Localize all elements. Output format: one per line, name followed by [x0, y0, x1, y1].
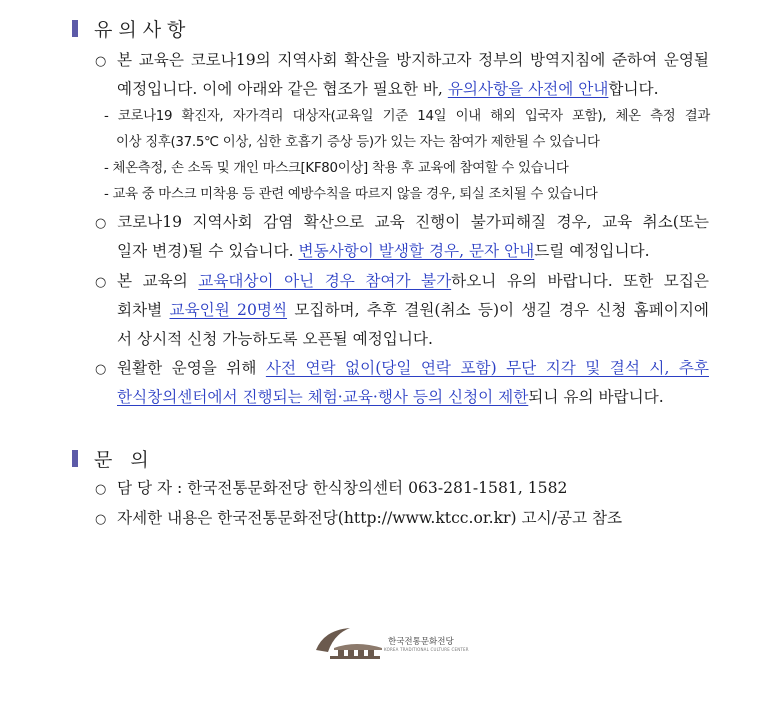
- notice-sub-2: - 체온측정, 손 소독 및 개인 마스크[KF80이상] 착용 후 교육에 참여할 수 있습니다: [104, 161, 569, 176]
- bullet-circle: ○: [95, 216, 107, 231]
- highlight-text: 변동사항이 발생할 경우, 문자 안내: [298, 242, 535, 260]
- highlight-text: 교육대상이 아닌 경우 참여가 불가: [198, 272, 452, 290]
- contact-section-title: 문 의: [94, 449, 155, 471]
- highlight-text: 한식창의센터에서 진행되는 체험·교육·행사 등의 신청이 제한: [117, 388, 529, 406]
- notice-sub-3: - 교육 중 마스크 미착용 등 관련 예방수칙을 따르지 않을 경우, 퇴실 조치될 수 있습니다: [104, 187, 598, 202]
- bullet-circle: ○: [95, 512, 107, 527]
- contact-section-header: [72, 445, 155, 472]
- notice-item-4-line-2: 한식창의센터에서 진행되는 체험·교육·행사 등의 신청이 제한되니 유의 바랍니다.: [117, 388, 664, 406]
- notice-item-3-line-3: 서 상시적 신청 가능하도록 오픈될 예정입니다.: [117, 330, 433, 348]
- highlight-text: 유의사항을 사전에 안내: [447, 80, 609, 98]
- bullet-circle: ○: [95, 362, 107, 377]
- bullet-circle: ○: [95, 54, 107, 69]
- contact-item-2: [95, 504, 709, 533]
- notice-item-2-line-1: 코로나19 지역사회 감염 확산으로 교육 진행이 불가피해질 경우, 교육 취소(또는: [117, 213, 709, 231]
- notice-item-4: [95, 354, 709, 412]
- notice-item-3: [95, 267, 709, 354]
- notice-item-1-line-1: 본 교육은 코로나19의 지역사회 확산을 방지하고자 정부의 방역지침에 준하여 운영될: [117, 51, 709, 69]
- ktcc-logo-mark-icon: [314, 626, 384, 662]
- logo-subtitle: KOREA TRADITIONAL CULTURE CENTER: [384, 646, 469, 652]
- highlight-text: 교육인원 20명씩: [169, 301, 288, 319]
- bullet-circle: ○: [95, 482, 107, 497]
- highlight-text: 사전 연락 없이(당일 연락 포함) 무단 지각 및 결석 시, 추후: [265, 359, 709, 377]
- notice-sub-1-line-2: 이상 징후(37.5℃ 이상, 심한 호흡기 증상 등)가 있는 자는 참여가 제한될 수 있습니다: [116, 135, 600, 150]
- bullet-circle: ○: [95, 275, 107, 290]
- logo-name: 한국전통문화전당: [388, 636, 454, 647]
- section-marker: [72, 20, 78, 37]
- contact-person: 담 당 자 : 한국전통문화전당 한식창의센터 063-281-1581, 1582: [117, 479, 568, 497]
- notice-item-2: [95, 208, 709, 266]
- section-marker: [72, 450, 78, 467]
- notice-sub-1: [104, 104, 710, 156]
- notice-item-1-line-2: 예정입니다. 이에 아래와 같은 협조가 필요한 바, 유의사항을 사전에 안내합니다.: [117, 80, 659, 98]
- notice-sub-1-line-1: - 코로나19 확진자, 자가격리 대상자(교육일 기준 14일 이내 해외 입국자 포함), 체온 측정 결과: [104, 109, 710, 124]
- notice-item-3-line-2: 회차별 교육인원 20명씩 모집하며, 추후 결원(취소 등)이 생길 경우 신청 홈페이지에: [117, 301, 709, 319]
- ktcc-logo: [314, 626, 469, 662]
- notice-item-4-line-1: 원활한 운영을 위해 사전 연락 없이(당일 연락 포함) 무단 지각 및 결석 시, 추후: [117, 359, 709, 377]
- notice-item-2-line-2: 일자 변경)될 수 있습니다. 변동사항이 발생할 경우, 문자 안내드릴 예정입니다.: [117, 242, 650, 260]
- notice-item-3-line-1: 본 교육의 교육대상이 아닌 경우 참여가 불가하오니 유의 바랍니다. 또한 모집은: [117, 272, 709, 290]
- notice-section-title: 유의사항: [94, 19, 192, 41]
- contact-item-1: [95, 474, 709, 503]
- notice-item-1: [95, 46, 709, 104]
- notice-section-header: [72, 15, 191, 42]
- contact-website-note: 자세한 내용은 한국전통문화전당(http://www.ktcc.or.kr) 고시/공고 참조: [117, 509, 623, 527]
